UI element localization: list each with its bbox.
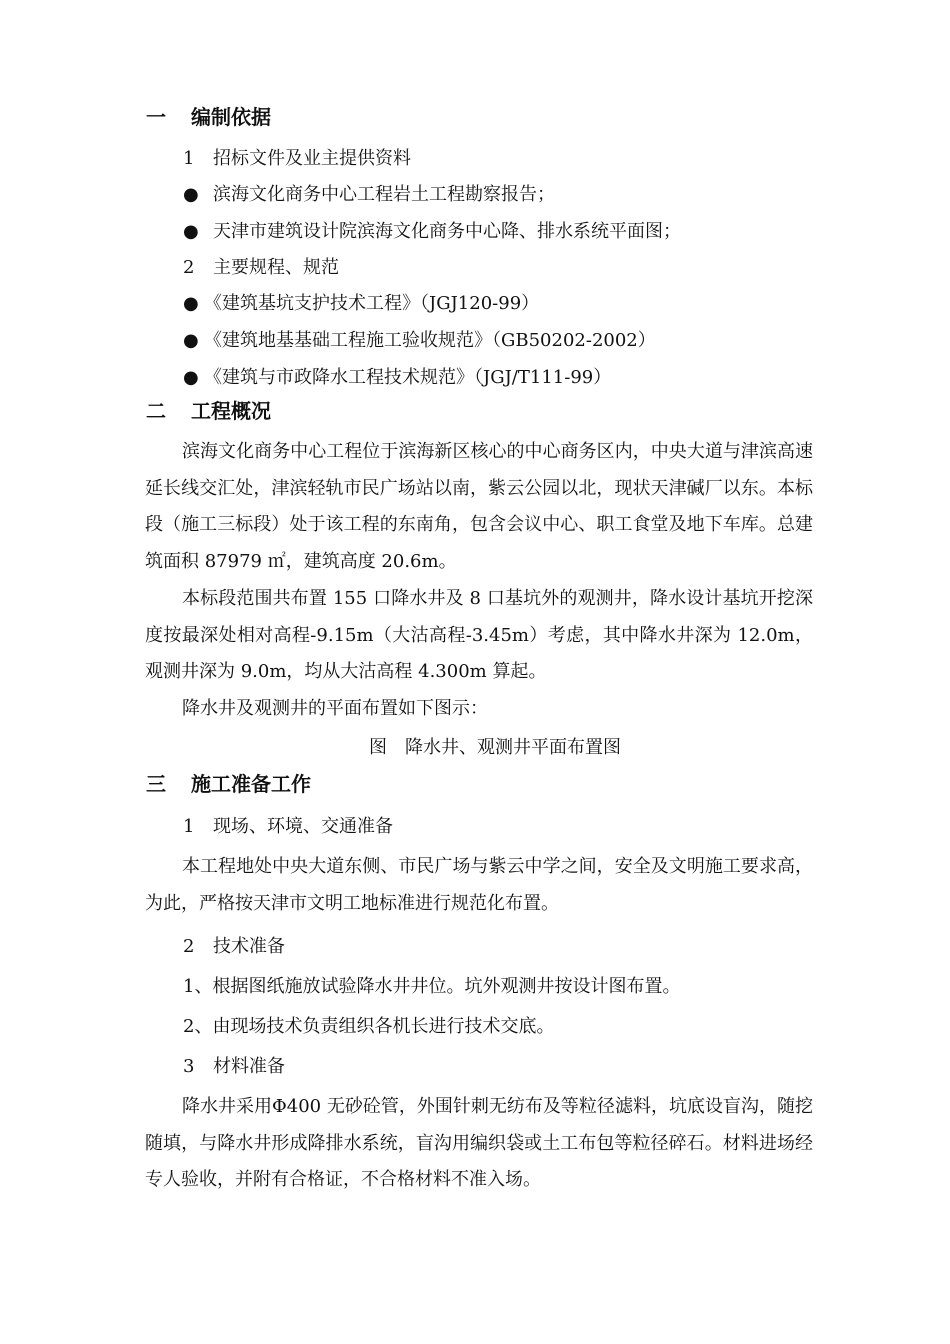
bullet-item [183, 183, 555, 207]
bullet-item [183, 220, 681, 244]
bullet-icon: ● [183, 367, 199, 388]
figure-caption: 图 降水井、观测井平面布置图 [369, 737, 621, 758]
section-3-number: 三 [146, 772, 166, 796]
section-3-sub-3 [183, 1055, 285, 1079]
section-1-heading [146, 105, 271, 129]
standard-text: 《建筑基坑支护技术工程》（JGJ120-99） [204, 293, 540, 314]
bullet-icon: ● [183, 184, 199, 205]
standard-item [183, 366, 611, 390]
section-1-number: 一 [146, 105, 166, 129]
section-3-sub-2 [183, 935, 285, 959]
bullet-text: 滨海文化商务中心工程岩土工程勘察报告； [213, 184, 555, 205]
sub-text: 技术准备 [213, 936, 285, 957]
overview-paragraph-3: 降水井及观测井的平面布置如下图示： [182, 698, 488, 719]
overview-paragraph-2: 本标段范围共布置 155 口降水井及 8 口基坑外的观测井，降水设计基坑开挖深度按最深处相对高程-9.15m（大沽高程-3.45m）考虑，其中降水井深为 12.0m，观测井深为 9.0m，均从大沽高程 4.300m 算起。 [145, 588, 813, 682]
section-1-sub-2 [183, 256, 339, 280]
section-3-sub-1 [183, 815, 393, 839]
standard-item [183, 329, 656, 353]
sub-number: 2 [183, 257, 195, 278]
bullet-text: 天津市建筑设计院滨海文化商务中心降、排水系统平面图； [213, 221, 681, 242]
section-3-heading [146, 772, 311, 796]
sub-text: 主要规程、规范 [213, 257, 339, 278]
sub-number: 1 [183, 816, 195, 837]
standard-text: 《建筑地基基础工程施工验收规范》（GB50202-2002） [204, 330, 656, 351]
section-3-title: 施工准备工作 [191, 772, 311, 796]
standard-item [183, 292, 539, 316]
overview-paragraph-1: 滨海文化商务中心工程位于滨海新区核心的中心商务区内，中央大道与津滨高速延长线交汇处，津滨轻轨市民广场站以南，紫云公园以北，现状天津碱厂以东。本标段（施工三标段）处于该工程的东南角，包含会议中心、职工食堂及地下车库。总建筑面积 87979 ㎡，建筑高度 20.6m。 [145, 441, 813, 572]
section-2-number: 二 [146, 399, 166, 423]
tech-item-1: 1、根据图纸施放试验降水井井位。坑外观测井按设计图布置。 [183, 976, 681, 997]
bullet-icon: ● [183, 293, 199, 314]
sub-number: 1 [183, 148, 195, 169]
section-1-sub-1 [183, 147, 411, 171]
sub-text: 招标文件及业主提供资料 [213, 148, 411, 169]
sub-number: 2 [183, 936, 195, 957]
bullet-icon: ● [183, 330, 199, 351]
sub-number: 3 [183, 1056, 195, 1077]
section-2-heading [146, 399, 271, 423]
section-1-title: 编制依据 [191, 105, 271, 129]
bullet-icon: ● [183, 221, 199, 242]
materials-paragraph: 降水井采用Φ400 无砂砼管，外围针刺无纺布及等粒径滤料，坑底设盲沟，随挖随填，与降水井形成降排水系统，盲沟用编织袋或土工布包等粒径碎石。材料进场经专人验收，并附有合格证，不合格材料不准入场。 [145, 1096, 813, 1190]
site-paragraph: 本工程地处中央大道东侧、市民广场与紫云中学之间，安全及文明施工要求高，为此，严格按天津市文明工地标准进行规范化布置。 [145, 856, 813, 914]
tech-item-2: 2、由现场技术负责组织各机长进行技术交底。 [183, 1016, 555, 1037]
section-2-title: 工程概况 [191, 399, 271, 423]
sub-text: 材料准备 [213, 1056, 285, 1077]
standard-text: 《建筑与市政降水工程技术规范》（JGJ/T111-99） [204, 367, 612, 388]
sub-text: 现场、环境、交通准备 [213, 816, 393, 837]
